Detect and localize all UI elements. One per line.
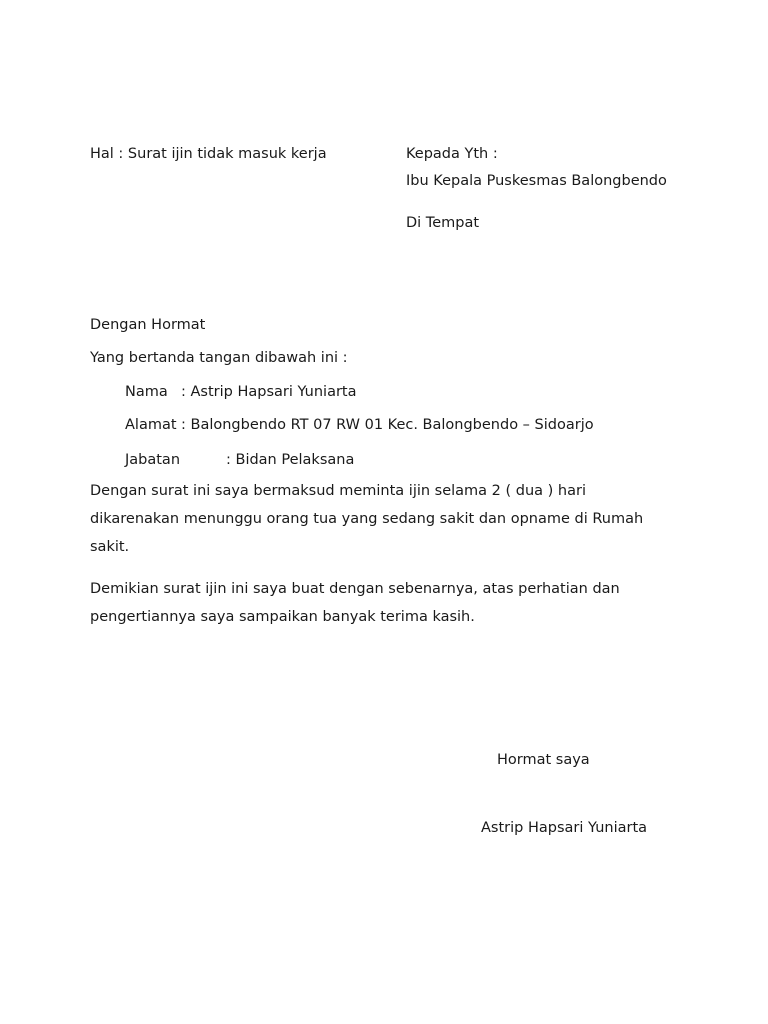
name-label: Nama	[125, 384, 168, 400]
position-value: : Bidan Pelaksana	[226, 452, 355, 468]
signatory-name: Astrip Hapsari Yuniarta	[481, 820, 648, 836]
address-label: Alamat	[125, 417, 177, 433]
recipient-location: Di Tempat	[406, 215, 480, 231]
recipient-salutation: Kepada Yth :	[406, 146, 498, 162]
address-value: : Balongbendo RT 07 RW 01 Kec. Balongbendo – Sidoarjo	[181, 417, 594, 433]
name-value: : Astrip Hapsari Yuniarta	[181, 384, 357, 400]
letter-subject: Hal : Surat ijin tidak masuk kerja	[90, 146, 327, 162]
request-paragraph: Dengan surat ini saya bermaksud meminta ijin selama 2 ( dua ) hari dikarenakan menunggu orang tua yang sedang sakit dan opname di Rumah sakit.	[90, 483, 644, 555]
greeting: Dengan Hormat	[90, 317, 206, 333]
regards-line: Hormat saya	[497, 752, 590, 768]
intro-line: Yang bertanda tangan dibawah ini :	[90, 350, 348, 366]
position-label: Jabatan	[125, 452, 181, 468]
closing-paragraph: Demikian surat ijin ini saya buat dengan sebenarnya, atas perhatian dan pengertiannya saya sampaikan banyak terima kasih.	[90, 581, 620, 625]
recipient-name: Ibu Kepala Puskesmas Balongbendo	[406, 173, 667, 189]
